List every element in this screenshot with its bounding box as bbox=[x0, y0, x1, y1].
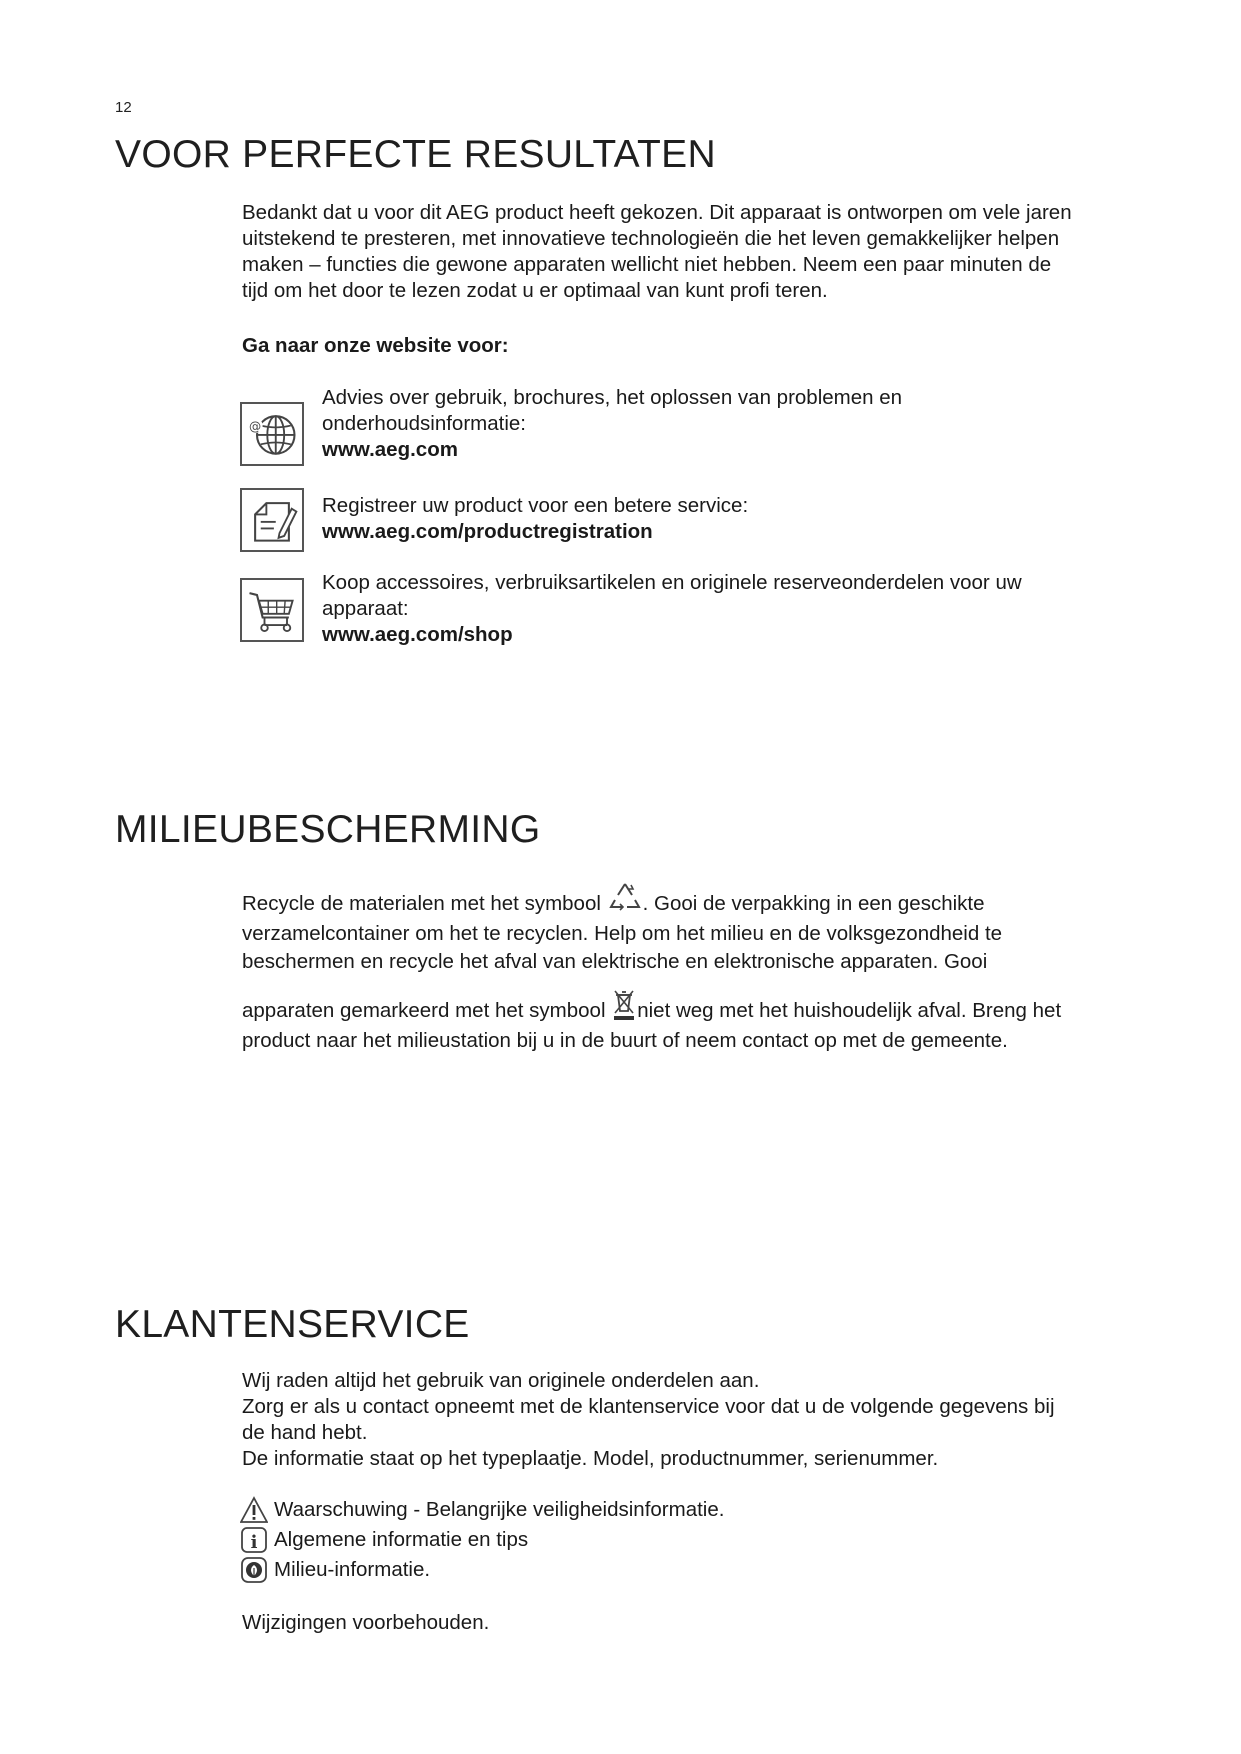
environment-text: . Gooi de verpakking in een geschikte bbox=[642, 892, 985, 915]
symbol-legend bbox=[240, 1495, 1145, 1585]
link-description: apparaat: bbox=[322, 597, 409, 620]
warning-icon bbox=[240, 1496, 268, 1524]
customer-service-paragraph bbox=[242, 1368, 1147, 1472]
customer-service-line: Wij raden altijd het gebruik van originele onderdelen aan. bbox=[242, 1369, 760, 1392]
section-title-customer-service: KLANTENSERVICE bbox=[115, 1303, 470, 1346]
environment-line: beschermen en recycle het afval van elektrische en elektronische apparaten. Gooi bbox=[242, 950, 988, 973]
environment-icon bbox=[240, 1556, 268, 1584]
section-title-environment: MILIEUBESCHERMING bbox=[115, 808, 541, 851]
link-description: Advies over gebruik, brochures, het oplossen van problemen en bbox=[322, 386, 903, 409]
link-url-aeg[interactable]: www.aeg.com bbox=[322, 438, 458, 461]
registration-icon bbox=[240, 488, 304, 552]
link-url-shop[interactable]: www.aeg.com/shop bbox=[322, 623, 513, 646]
environment-text: niet weg met het huishoudelijk afval. Breng het bbox=[637, 999, 1062, 1022]
environment-text: apparaten gemarkeerd met het symbool bbox=[242, 999, 606, 1022]
section-title-perfect-results: VOOR PERFECTE RESULTATEN bbox=[115, 133, 716, 176]
globe-icon bbox=[240, 402, 304, 466]
shopping-cart-icon bbox=[240, 578, 304, 642]
legend-text: Algemene informatie en tips bbox=[274, 1528, 529, 1551]
recycle-icon bbox=[607, 880, 643, 921]
link-item-registration bbox=[322, 493, 1142, 545]
legend-text: Milieu-informatie. bbox=[274, 1558, 431, 1581]
customer-service-line: De informatie staat op het typeplaatje. Model, productnummer, serienummer. bbox=[242, 1447, 939, 1470]
intro-line: uitstekend te presteren, met innovatieve technologieën die het leven gemakkelijker helpen bbox=[242, 227, 1060, 250]
link-url-productregistration[interactable]: www.aeg.com/productregistration bbox=[322, 520, 653, 543]
customer-service-line: Zorg er als u contact opneemt met de klantenservice voor dat u de volgende gegevens bij bbox=[242, 1395, 1055, 1418]
link-item-advice bbox=[322, 385, 1142, 463]
intro-line: tijd om het door te lezen zodat u er optimaal van kunt profi teren. bbox=[242, 279, 828, 302]
legend-text: Waarschuwing - Belangrijke veiligheidsinformatie. bbox=[274, 1498, 725, 1521]
environment-line: verzamelcontainer om het te recyclen. Help om het milieu en de volksgezondheid te bbox=[242, 922, 1003, 945]
legend-item-warning bbox=[240, 1495, 1145, 1525]
link-description: onderhoudsinformatie: bbox=[322, 412, 526, 435]
environment-paragraph bbox=[242, 880, 1147, 1054]
intro-line: maken – functies die gewone apparaten wellicht niet hebben. Neem een paar minuten de bbox=[242, 253, 1052, 276]
intro-paragraph bbox=[242, 200, 1147, 304]
environment-text: Recycle de materialen met het symbool bbox=[242, 892, 601, 915]
footer-note: Wijzigingen voorbehouden. bbox=[242, 1611, 490, 1634]
legend-item-info bbox=[240, 1525, 1145, 1555]
website-heading: Ga naar onze website voor: bbox=[242, 334, 509, 357]
svg-text:i: i bbox=[250, 1532, 258, 1553]
link-description: Registreer uw product voor een betere service: bbox=[322, 494, 749, 517]
link-item-shop bbox=[322, 570, 1142, 648]
crossed-bin-icon bbox=[611, 987, 637, 1028]
environment-line: product naar het milieustation bij u in de buurt of neem contact op met de gemeente. bbox=[242, 1029, 1008, 1052]
page-number: 12 bbox=[115, 99, 132, 116]
customer-service-line: de hand hebt. bbox=[242, 1421, 368, 1444]
svg-text:@: @ bbox=[249, 419, 262, 434]
environment-line bbox=[242, 987, 1147, 1028]
link-description: Koop accessoires, verbruiksartikelen en originele reserveonderdelen voor uw bbox=[322, 571, 1022, 594]
info-icon bbox=[240, 1526, 268, 1554]
legend-item-environment bbox=[240, 1555, 1145, 1585]
intro-line: Bedankt dat u voor dit AEG product heeft gekozen. Dit apparaat is ontworpen om vele jaren bbox=[242, 201, 1072, 224]
environment-line bbox=[242, 880, 1147, 921]
